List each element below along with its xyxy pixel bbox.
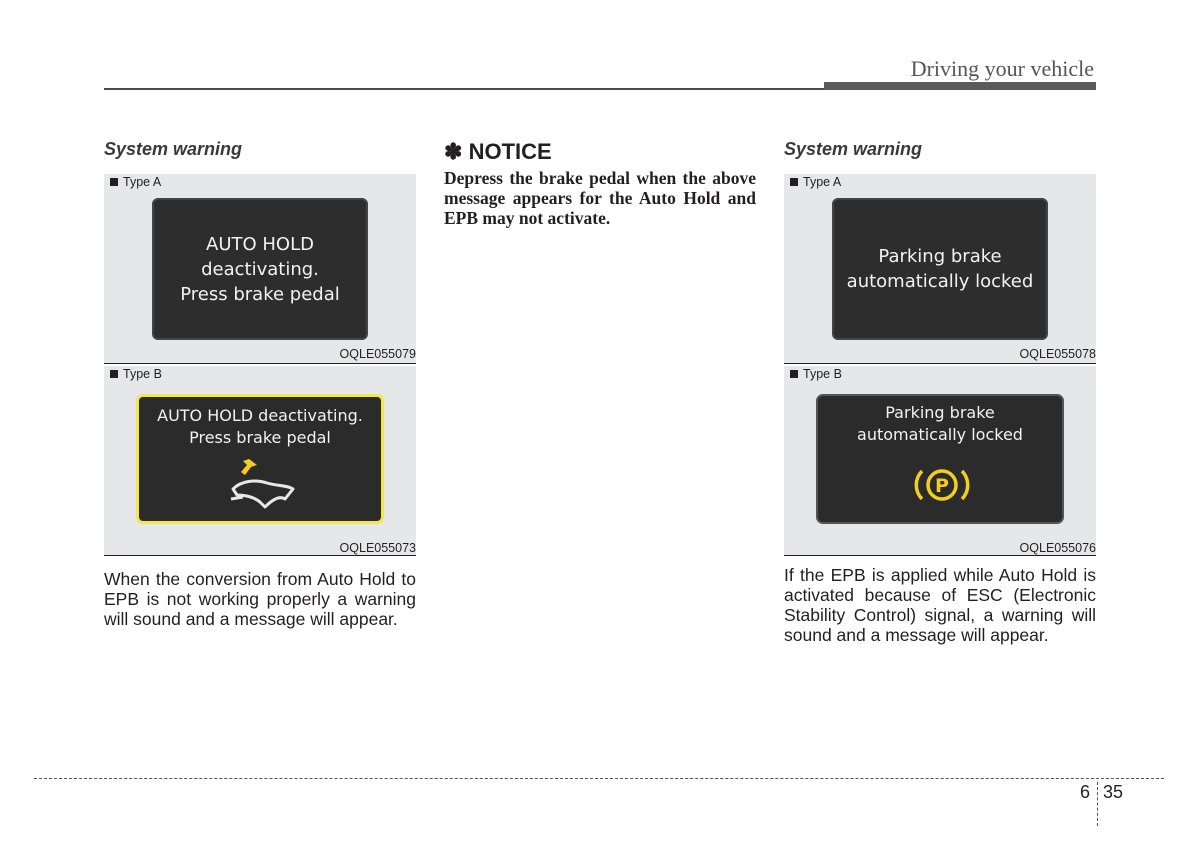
figure-rule <box>784 363 1096 364</box>
screen-line: automatically locked <box>846 271 1034 292</box>
right-figure-type-a <box>784 174 1096 364</box>
screen-line: Parking brake <box>878 246 1002 267</box>
notice-body: Depress the brake pedal when the above message appears for the Auto Hold and EPB may not activate. <box>444 168 756 228</box>
screen-line: AUTO HOLD deactivating. <box>157 406 363 425</box>
figure-code: OQLE055079 <box>339 347 416 361</box>
auto-hold-deactivating-screen-a <box>152 198 368 340</box>
screen-line: Parking brake <box>885 403 995 422</box>
bullet-square-icon <box>110 370 118 378</box>
bullet-square-icon <box>110 178 118 186</box>
right-figure-type-b <box>784 366 1096 556</box>
parking-brake-locked-screen-b <box>816 394 1064 524</box>
page-header-title: Driving your vehicle <box>910 56 1094 81</box>
notice-title: NOTICE <box>468 139 552 164</box>
bullet-square-icon <box>790 178 798 186</box>
page-number: 35 <box>1103 782 1124 802</box>
figure-rule <box>104 555 416 556</box>
parking-brake-locked-screen-a <box>832 198 1048 340</box>
bullet-square-icon <box>790 370 798 378</box>
chapter-number: 6 <box>1080 782 1091 802</box>
auto-hold-deactivating-screen-b <box>136 394 384 524</box>
screen-line: Press brake pedal <box>189 428 331 447</box>
brake-pedal-arrow-icon <box>227 455 297 515</box>
left-paragraph: When the conversion from Auto Hold to EPB is not working properly a warning will sound and a message will appear. <box>104 569 416 629</box>
left-figure-type-b <box>104 366 416 556</box>
parking-brake-icon <box>910 464 974 506</box>
page-number-divider <box>1097 782 1098 826</box>
figure-code: OQLE055078 <box>1019 347 1096 361</box>
figure-rule <box>784 555 1096 556</box>
screen-line: deactivating. <box>201 258 319 280</box>
figure-code: OQLE055073 <box>339 541 416 555</box>
type-a-label: Type A <box>790 175 841 189</box>
header-bar <box>824 82 1096 90</box>
screen-line: automatically locked <box>857 425 1023 444</box>
left-figure-type-a <box>104 174 416 364</box>
footer-rule <box>34 778 1164 779</box>
notice-asterisk-icon: ✽ <box>444 139 463 164</box>
screen-line: Press brake pedal <box>180 283 340 305</box>
figure-rule <box>104 363 416 364</box>
left-section-heading: System warning <box>104 139 243 159</box>
type-b-label: Type B <box>790 367 842 381</box>
figure-code: OQLE055076 <box>1019 541 1096 555</box>
notice-heading <box>444 139 552 165</box>
header-rule <box>104 88 824 90</box>
type-a-label: Type A <box>110 175 161 189</box>
type-b-label: Type B <box>110 367 162 381</box>
svg-text:P: P <box>935 475 949 497</box>
right-paragraph: If the EPB is applied while Auto Hold is activated because of ESC (Electronic Stability Control) signal, a warning will sound and a message will appear. <box>784 565 1096 645</box>
screen-line: AUTO HOLD <box>206 233 314 255</box>
right-section-heading: System warning <box>784 139 923 159</box>
